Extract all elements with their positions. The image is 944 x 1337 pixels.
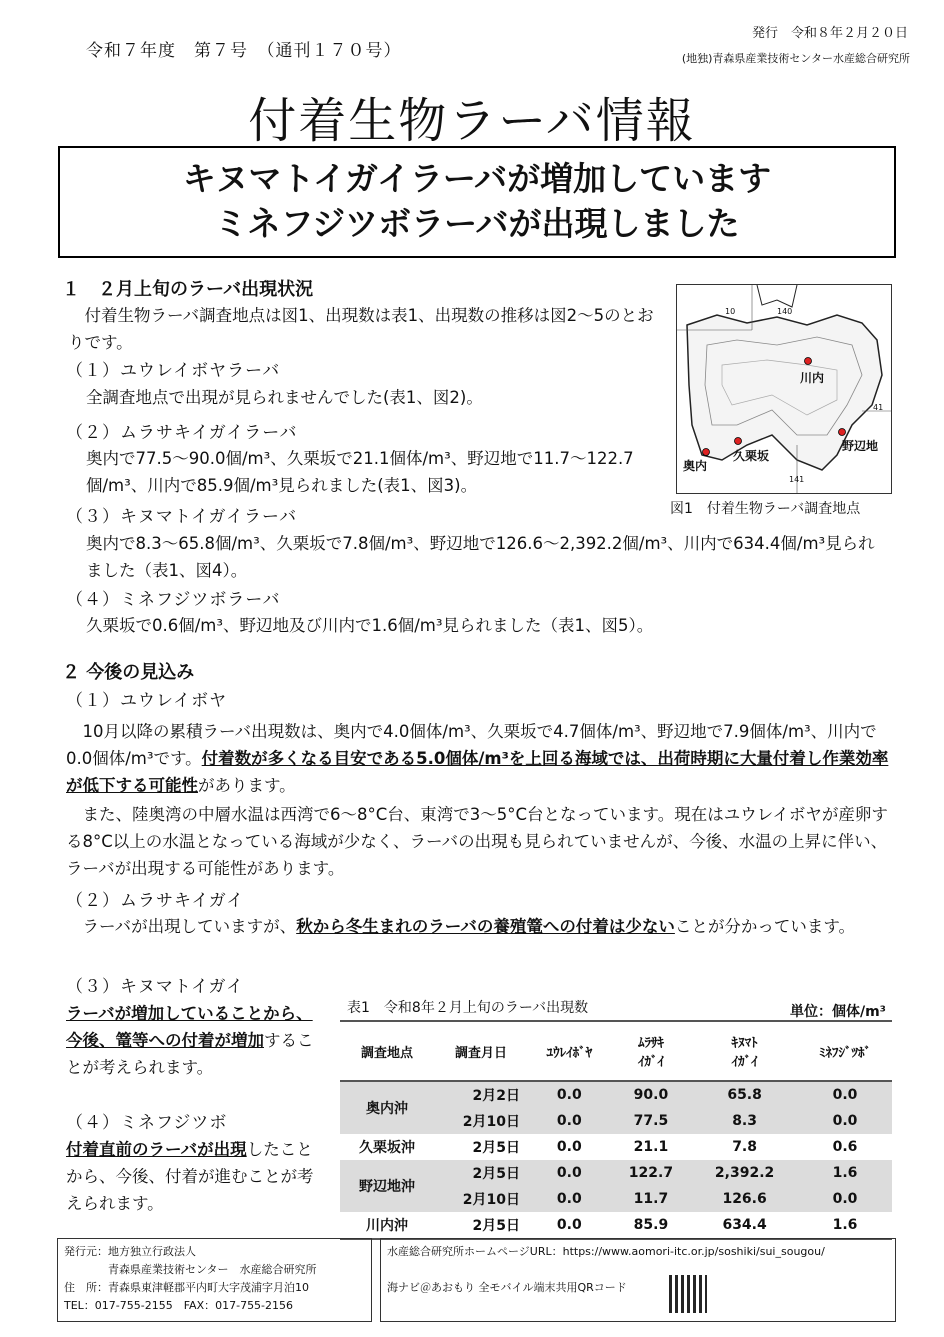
footer-line: 発行元：地方独立行政法人 [64,1245,196,1258]
s2-kinuma-emphasis: ラーバが増加していることから、今後、篭等への付着が増加 [66,1004,313,1050]
survey-map [676,284,892,494]
cell-date: 2月5日 [434,1160,528,1186]
publisher: (地独)青森県産業技術センター水産総合研究所 [681,52,910,65]
map-tick-140: 140 [777,307,793,316]
noheji-point [839,429,846,436]
th-kinuma: ｷﾇﾏﾄ ｲｶﾞｲ [691,1021,798,1081]
issue-date: 発行 令和８年２月２０日 [751,26,908,41]
cell-value: 0.0 [528,1186,611,1212]
kuriyazaka-point [735,438,742,445]
map-label-kuriyazaka: 久栗坂 [733,449,770,463]
cell-value: 11.7 [611,1186,692,1212]
cell-value: 8.3 [691,1108,798,1134]
table-unit: 単位：個体/m³ [790,1004,886,1020]
cell-value: 0.0 [528,1212,611,1239]
cell-value: 21.1 [611,1134,692,1160]
qr-label: 海ナビ＠あおもり 全モバイル端末共用QRコード [387,1281,627,1294]
th-date: 調査月日 [434,1021,528,1081]
cell-site: 久栗坂沖 [340,1134,434,1160]
s2-mine-text [66,1136,328,1217]
table-row [340,1081,892,1108]
s2-mine-emphasis: 付着直前のラーバが出現 [66,1140,247,1159]
th-murasaki: ﾑﾗｻｷ ｲｶﾞｲ [611,1021,692,1081]
th-yuurei: ﾕｳﾚｲﾎﾞﾔ [528,1021,611,1081]
map-tick-41: 41 [873,403,884,412]
qr-code-icon[interactable] [669,1275,707,1313]
map-label-kawauchi: 川内 [800,371,825,385]
kawauchi-point [805,358,812,365]
s2-yuurei-p1 [66,718,892,799]
s2-mine-b: したことから、今後、付着が進むことが考えられます。 [66,1140,314,1213]
th-mine: ﾐﾈﾌｼﾞﾂﾎﾞ [798,1021,892,1081]
footer-line: TEL：017-755-2155 FAX：017-755-2156 [64,1299,294,1312]
s2-yuurei-p2: また、陸奥湾の中層水温は西湾で6～8°C台、東湾で3～5°C台となっています。現在はユウレイボヤが産卵する8°C以上の水温となっている海域が少なく、ラーバの出現も見られていませんが、今後、水温の上昇に伴い、ラーバが出現する可能性があります。 [66,805,888,878]
s2-murasaki-a: ラーバが出現していますが、 [66,917,297,936]
larvae-table [340,1020,892,1240]
s1-item-3-text: 奥内で8.3～65.8個/m³、久栗坂で7.8個/m³、野辺地で126.6～2,392.2個/m³、川内で634.4個/m³見られました（表1、図4）。 [86,534,875,580]
cell-site: 奥内沖 [340,1081,434,1134]
cell-date: 2月2日 [434,1081,528,1108]
headline-box [58,146,896,258]
okunai-point [703,449,710,456]
cell-value: 85.9 [611,1212,692,1239]
cell-site: 川内沖 [340,1212,434,1239]
s2-yuurei-p1a: 10月以降の累積ラーバ出現数は、奥内で4.0個体/m³、久栗坂で4.7個体/m³、野辺地で7.9個体/m³、川内で0.0個体/m³です。 [66,722,877,768]
s2-kinuma-b: することが考えられます。 [66,1031,314,1077]
issue-number: 令和７年度 第７号 （通刊１７０号） [86,41,402,61]
cell-value: 77.5 [611,1108,692,1134]
headline-line-1: キヌマトイガイラーバが増加しています [182,159,772,198]
cell-value: 90.0 [611,1081,692,1108]
s1-item-1-text: 全調査地点で出現が見られませんでした(表1、図2)。 [86,388,483,407]
cell-site: 野辺地沖 [340,1160,434,1212]
cell-value: 634.4 [691,1212,798,1239]
cell-value: 1.6 [798,1160,892,1186]
s2-murasaki-text [66,913,892,940]
s1-item-2-heading: （２）ムラサキイガイラーバ [66,423,298,443]
cell-date: 2月10日 [434,1108,528,1134]
map-tick-10: 10 [725,307,736,316]
mutsu-bay-map-svg [677,285,891,493]
page-title: 付着生物ラーバ情報 [248,93,696,149]
th-site: 調査地点 [340,1021,434,1081]
table-title: 表1 令和8年２月上旬のラーバ出現数 [347,1000,589,1016]
map-label-noheji: 野辺地 [842,439,879,453]
footer-links-box [380,1238,896,1322]
table-row [340,1212,892,1239]
table-row [340,1160,892,1186]
cell-value: 0.0 [798,1186,892,1212]
s2-kinuma-heading: （３）キヌマトイガイ [66,977,244,997]
section-1-heading: １ ２月上旬のラーバ出現状況 [62,279,314,300]
table-row [340,1134,892,1160]
footer-line: 青森県産業技術センター 水産総合研究所 [64,1263,317,1276]
s2-yuurei-heading: （１）ユウレイボヤ [66,691,228,711]
footer-publisher-box [57,1238,372,1322]
cell-value: 0.0 [528,1160,611,1186]
cell-value: 0.0 [528,1108,611,1134]
s2-mine-heading: （４）ミネフジツボ [66,1113,228,1133]
s2-yuurei-p1b-emphasis: 付着数が多くなる目安である5.0個体/m³を上回る海域では、出荷時期に大量付着し作業効率が低下する可能性 [66,749,889,795]
s2-yuurei-p1c: があります。 [198,776,296,795]
cell-value: 126.6 [691,1186,798,1212]
s1-item-4-heading: （４）ミネフジツボラーバ [66,590,281,610]
map-tick-141: 141 [789,475,805,484]
s2-kinuma-text [66,1000,328,1081]
cell-value: 122.7 [611,1160,692,1186]
s2-murasaki-emphasis: 秋から冬生まれのラーバの養殖篭への付着は少ない [296,917,675,936]
s2-murasaki-c: ことが分かっています。 [674,917,856,936]
s2-murasaki-heading: （２）ムラサキイガイ [66,891,245,911]
cell-value: 7.8 [691,1134,798,1160]
cell-value: 1.6 [798,1212,892,1239]
cell-value: 0.0 [528,1081,611,1108]
s1-item-2-text: 奥内で77.5～90.0個/m³、久栗坂で21.1個体/m³、野辺地で11.7～122.7個/m³、川内で85.9個/m³見られました(表1、図3)。 [86,449,634,495]
s1-item-1-heading: （１）ユウレイボヤラーバ [66,361,281,381]
homepage-url[interactable]: 水産総合研究所ホームページURL：https://www.aomori-itc.or.jp/soshiki/sui_sougou/ [387,1245,825,1258]
cell-value: 0.0 [798,1081,892,1108]
cell-value: 0.6 [798,1134,892,1160]
cell-value: 0.0 [798,1108,892,1134]
footer-line: 住 所：青森県東津軽郡平内町大字茂浦字月泊10 [64,1281,309,1294]
s1-item-3-heading: （３）キヌマトイガイラーバ [66,507,298,527]
table-header-row [340,1021,892,1081]
map-label-okunai: 奥内 [683,459,708,473]
section-1-intro: 付着生物ラーバ調査地点は図1、出現数は表1、出現数の推移は図2～5のとおりです。 [68,306,654,352]
cell-value: 65.8 [691,1081,798,1108]
s1-item-4-text: 久栗坂で0.6個/m³、野辺地及び川内で1.6個/m³見られました（表1、図5）。 [86,616,654,635]
map-caption: 図1 付着生物ラーバ調査地点 [670,501,861,517]
cell-value: 0.0 [528,1134,611,1160]
cell-date: 2月5日 [434,1134,528,1160]
headline-line-2: ミネフジツボラーバが出現しました [214,204,740,243]
section-2-heading: ２ 今後の見込み [62,662,195,683]
cell-value: 2,392.2 [691,1160,798,1186]
cell-date: 2月5日 [434,1212,528,1239]
cell-date: 2月10日 [434,1186,528,1212]
